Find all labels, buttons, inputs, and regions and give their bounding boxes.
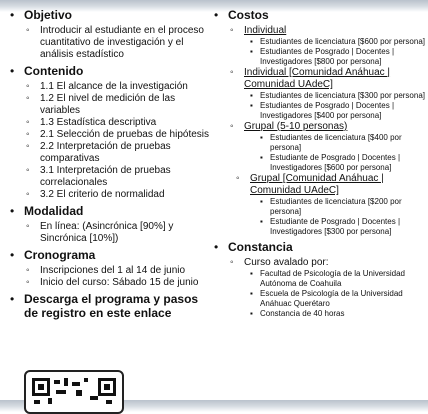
price-text: Estudiantes de Posgrado | Docentes | Investigadores [$800 por persona]	[260, 47, 395, 66]
endorser-text: Facultad de Psicología de la Universidad Autónoma de Coahuila	[260, 269, 405, 288]
list-item	[26, 277, 215, 289]
price-item	[260, 153, 426, 173]
section-modalidad	[10, 204, 215, 218]
bullet: ▪	[250, 47, 253, 56]
left-column	[10, 8, 215, 323]
section-contenido	[10, 64, 215, 78]
section-title: Costos	[228, 8, 269, 22]
date-text: Inscripciones del 1 al 14 de junio	[40, 265, 186, 276]
list-item	[26, 141, 215, 165]
price-item	[250, 91, 426, 101]
bullet: ◦	[230, 25, 234, 36]
topic-text: 2.1 Selección de pruebas de hipótesis	[40, 129, 210, 140]
date-text: Inicio del curso: Sábado 15 de junio	[40, 277, 199, 288]
bullet: ▪	[250, 309, 253, 318]
price-group	[236, 173, 426, 197]
list-item	[26, 265, 215, 277]
objetivo-text: Introducir al estudiante en el proceso cuantitativo de investigación y el análisis estadístico	[40, 25, 204, 60]
hours-text: Constancia de 40 horas	[260, 309, 345, 318]
price-item	[260, 133, 426, 153]
list-item	[26, 117, 215, 129]
list-item	[26, 81, 215, 93]
bullet: ◦	[230, 121, 234, 132]
topic-text: 3.1 Interpretación de pruebas correlacionales	[40, 165, 171, 188]
section-constancia	[214, 240, 426, 254]
topic-text: 2.2 Interpretación de pruebas comparativas	[40, 141, 171, 164]
bullet: •	[10, 8, 15, 22]
bullet: ▪	[260, 153, 263, 162]
bullet: ◦	[236, 173, 240, 184]
constancia-subtitle: Curso avalado por:	[244, 257, 329, 268]
price-group	[230, 67, 426, 91]
price-group-label: Grupal (5-10 personas)	[244, 121, 348, 132]
topic-text: 3.2 El criterio de normalidad	[40, 189, 165, 200]
section-cronograma	[10, 248, 215, 262]
right-column	[214, 8, 426, 319]
bullet: •	[10, 204, 15, 218]
qr-finder-pattern	[32, 378, 50, 396]
price-group-label: Individual [Comunidad Anáhuac | Comunidad UAdeC]	[244, 67, 391, 90]
list-item	[250, 309, 426, 319]
list-item	[26, 221, 215, 245]
bullet: ◦	[26, 277, 30, 288]
price-group	[230, 25, 426, 37]
price-item	[250, 37, 426, 47]
bullet: ▪	[260, 217, 263, 226]
price-item	[250, 101, 426, 121]
section-descarga	[10, 292, 215, 320]
price-group-label: Individual	[244, 25, 287, 36]
price-text: Estudiante de Posgrado | Docentes | Investigadores [$300 por persona]	[270, 217, 401, 236]
section-title: Objetivo	[24, 8, 73, 22]
list-item	[26, 93, 215, 117]
section-objetivo	[10, 8, 215, 22]
bullet: ◦	[230, 67, 234, 78]
bullet: ▪	[260, 133, 263, 142]
list-item	[26, 189, 215, 201]
bullet: ◦	[26, 189, 30, 200]
price-text: Estudiantes de licenciatura [$300 por persona]	[260, 91, 425, 100]
bullet: ◦	[26, 117, 30, 128]
section-title: Modalidad	[24, 204, 84, 218]
bullet: ◦	[26, 93, 30, 104]
topic-text: 1.2 El nivel de medición de las variables	[40, 93, 176, 116]
price-text: Estudiantes de licenciatura [$400 por persona]	[270, 133, 402, 152]
topic-text: 1.1 El alcance de la investigación	[40, 81, 188, 92]
bullet: ◦	[26, 265, 30, 276]
section-title: Contenido	[24, 64, 84, 78]
list-item	[26, 165, 215, 189]
price-group	[230, 121, 426, 133]
price-item	[250, 47, 426, 67]
bullet: •	[10, 292, 15, 306]
price-item	[260, 197, 426, 217]
bullet: ◦	[26, 25, 30, 36]
list-item	[26, 129, 215, 141]
topic-text: 1.3 Estadística descriptiva	[40, 117, 157, 128]
modalidad-text: En línea: (Asincrónica [90%] y Sincrónica [10%])	[40, 221, 174, 244]
bullet: •	[214, 240, 219, 254]
bullet: ◦	[26, 81, 30, 92]
bullet: ▪	[250, 289, 253, 298]
section-title: Cronograma	[24, 248, 96, 262]
price-text: Estudiantes de Posgrado | Docentes | Investigadores [$400 por persona]	[260, 101, 395, 120]
bullet: ◦	[26, 129, 30, 140]
endorser-text: Escuela de Psicología de la Universidad Anáhuac Querétaro	[260, 289, 403, 308]
price-text: Estudiantes de licenciatura [$200 por persona]	[270, 197, 402, 216]
list-item	[250, 289, 426, 309]
price-text: Estudiantes de licenciatura [$600 por persona]	[260, 37, 425, 46]
qr-finder-pattern	[98, 378, 116, 396]
qr-code[interactable]	[24, 370, 124, 414]
price-group-label: Grupal [Comunidad Anáhuac | Comunidad UAdeC]	[250, 173, 384, 196]
bullet: •	[10, 64, 15, 78]
bullet: •	[214, 8, 219, 22]
bullet: ▪	[260, 197, 263, 206]
list-item	[250, 269, 426, 289]
bullet: ◦	[230, 257, 234, 268]
section-costos	[214, 8, 426, 22]
section-title: Descarga el programa y pasos de registro en este enlace	[24, 292, 199, 320]
list-item	[26, 25, 215, 61]
bullet: ▪	[250, 91, 253, 100]
price-item	[260, 217, 426, 237]
list-item	[230, 257, 426, 269]
bullet: ▪	[250, 101, 253, 110]
section-title: Constancia	[228, 240, 293, 254]
bullet: ▪	[250, 37, 253, 46]
bullet: ◦	[26, 221, 30, 232]
bullet: •	[10, 248, 15, 262]
bullet: ◦	[26, 165, 30, 176]
bullet: ◦	[26, 141, 30, 152]
bullet: ▪	[250, 269, 253, 278]
price-text: Estudiante de Posgrado | Docentes | Investigadores [$600 por persona]	[270, 153, 401, 172]
